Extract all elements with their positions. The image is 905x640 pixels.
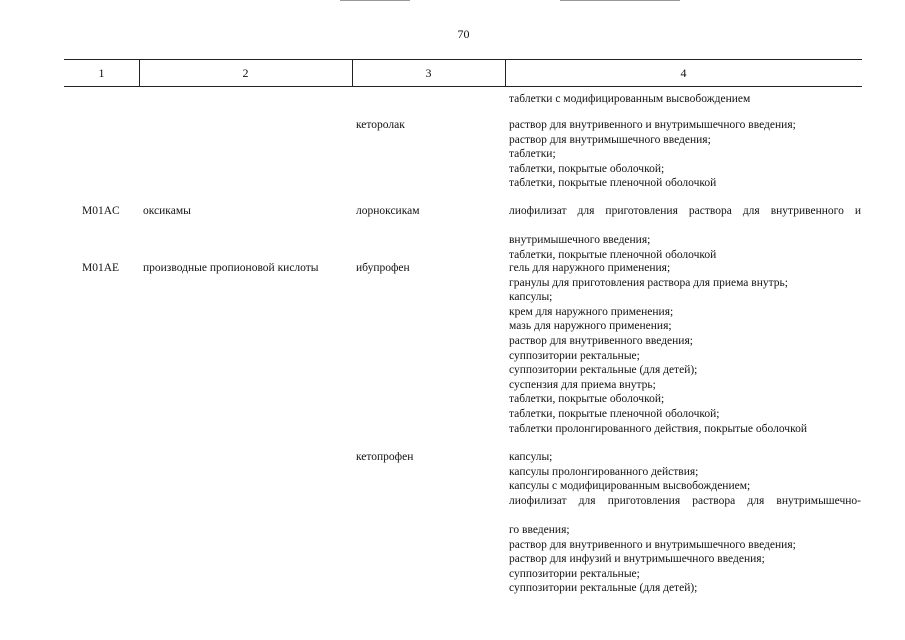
dosage-form: таблетки, покрытые оболочкой;: [509, 162, 665, 175]
dosage-forms-continuation: [509, 92, 861, 107]
drug-name-ketoprofen: кетопрофен: [356, 451, 414, 463]
dosage-form: суппозитории ректальные;: [509, 567, 640, 580]
dosage-form: го введения;: [509, 523, 570, 536]
group-name-m01ae: производные пропионовой кислоты: [143, 262, 319, 274]
page-number: 70: [457, 27, 470, 41]
dosage-form: суппозитории ректальные;: [509, 349, 640, 362]
table-top-rule: [64, 59, 862, 60]
dosage-form: суспензия для приема внутрь;: [509, 378, 656, 391]
dosage-form: раствор для внутривенного и внутримышечного введения;: [509, 538, 796, 551]
dosage-form: внутримышечного введения;: [509, 234, 651, 247]
dosage-form: таблетки пролонгированного действия, покрытые оболочкой: [509, 422, 807, 435]
dosage-form: суппозитории ректальные (для детей);: [509, 364, 698, 377]
dosage-form: лиофилизат для приготовления раствора для внутривенного и: [509, 205, 861, 217]
dosage-form: гранулы для приготовления раствора для приема внутрь;: [509, 276, 788, 289]
table-header-bottom-rule: [64, 86, 862, 87]
column-header-3: 3: [425, 66, 432, 80]
dosage-forms-lornoxicam: [509, 204, 861, 262]
dosage-form: мазь для наружного применения;: [509, 320, 672, 333]
atc-code-m01ae: M01AE: [82, 262, 120, 274]
column-header-4: 4: [680, 66, 687, 80]
dosage-forms-ketorolac: [509, 118, 861, 191]
scan-mark: [560, 0, 680, 1]
scan-mark: [340, 0, 410, 1]
dosage-form: таблетки, покрытые пленочной оболочкой: [509, 248, 717, 261]
dosage-form: раствор для инфузий и внутримышечного введения;: [509, 553, 765, 566]
dosage-form: раствор для внутримышечного введения;: [509, 133, 711, 146]
dosage-form: капсулы пролонгированного действия;: [509, 465, 699, 478]
dosage-form: капсулы;: [509, 291, 553, 304]
atc-code-m01ac: M01AC: [82, 205, 120, 217]
drug-name-ibuprofen: ибупрофен: [356, 262, 410, 274]
dosage-form: раствор для внутривенного введения;: [509, 334, 693, 347]
dosage-form: раствор для внутривенного и внутримышечного введения;: [509, 119, 796, 131]
group-name-m01ac: оксикамы: [143, 205, 191, 217]
dosage-forms-ketoprofen: [509, 450, 861, 596]
dosage-form: таблетки, покрытые оболочкой;: [509, 393, 665, 406]
dosage-forms-ibuprofen: [509, 261, 861, 436]
dosage-form: таблетки, покрытые пленочной оболочкой;: [509, 407, 720, 420]
dosage-form: таблетки с модифицированным высвобождением: [509, 93, 751, 105]
dosage-form: суппозитории ректальные (для детей);: [509, 582, 698, 595]
dosage-form: таблетки;: [509, 148, 556, 161]
dosage-form: крем для наружного применения;: [509, 305, 674, 318]
dosage-form: капсулы с модифицированным высвобождением;: [509, 480, 751, 493]
column-header-2: 2: [242, 66, 249, 80]
drug-name-lornoxicam: лорноксикам: [356, 205, 420, 217]
dosage-form: капсулы;: [509, 451, 553, 463]
dosage-form: гель для наружного применения;: [509, 262, 671, 274]
column-header-1: 1: [98, 66, 105, 80]
dosage-form: лиофилизат для приготовления раствора для внутримышечно-: [509, 494, 861, 507]
dosage-form: таблетки, покрытые пленочной оболочкой: [509, 177, 717, 190]
drug-name-ketorolac: кеторолак: [356, 119, 405, 131]
